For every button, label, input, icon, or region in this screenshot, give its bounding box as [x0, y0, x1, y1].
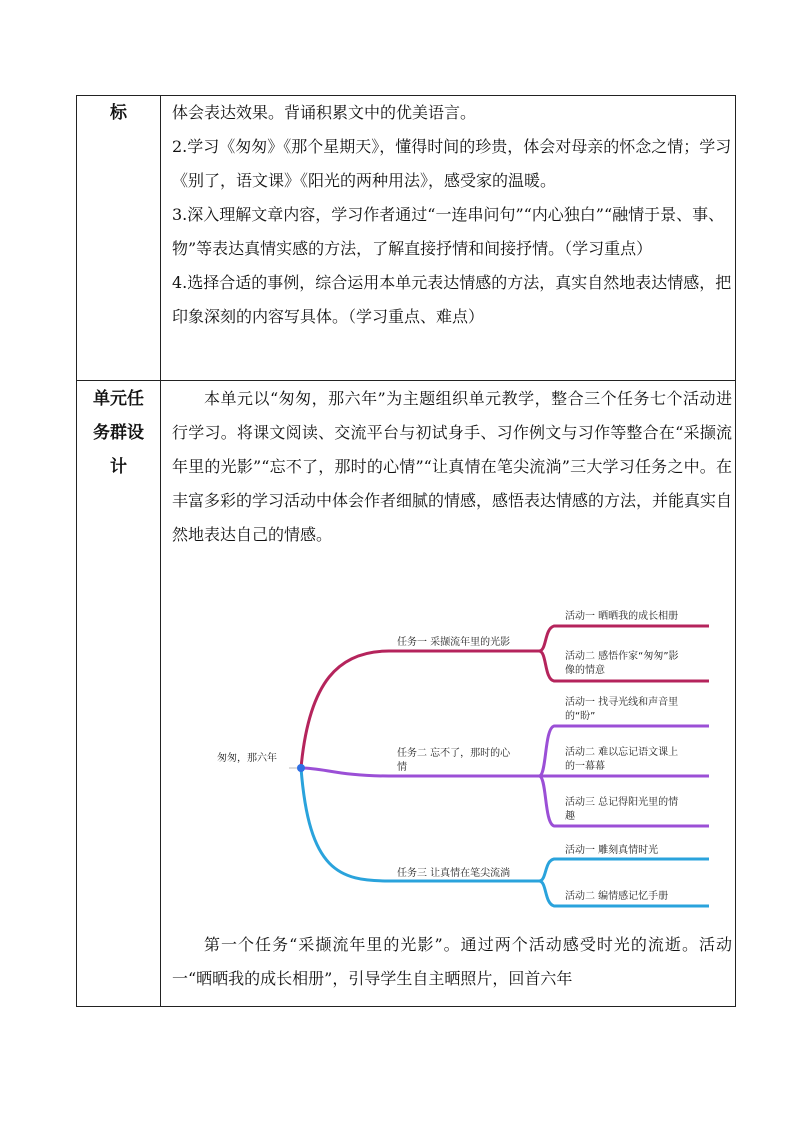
- unit-mindmap: [189, 601, 709, 926]
- task3-activity2: 活动二 编情感记忆手册: [565, 891, 669, 902]
- row-label-text: 单元任 务群设 计: [93, 389, 144, 477]
- task1-activity2-line2: 像的情意: [565, 665, 605, 676]
- task2-branch: [301, 768, 539, 776]
- task2-label-line2: 情: [397, 762, 407, 773]
- task3-activity1: 活动一 雕刻真情时光: [565, 845, 659, 856]
- task3-activity1-branch: [539, 859, 709, 881]
- lesson-plan-table: [76, 95, 736, 1007]
- row-divider: [77, 380, 735, 381]
- task3-branch: [301, 768, 539, 881]
- task1-label: 任务一 采撷流年里的光影: [397, 637, 511, 648]
- root-dot: [297, 764, 305, 772]
- task1-activity1: 活动一 晒晒我的成长相册: [565, 611, 679, 622]
- task2-activity3-line2: 趣: [565, 811, 575, 822]
- row-label-objectives: 标: [110, 103, 127, 123]
- task2-label-line1: 任务二 忘不了，那时的心: [397, 748, 511, 759]
- task2-activity2-line2: 的一幕幕: [565, 761, 605, 772]
- task1-activity1-branch: [539, 626, 709, 651]
- objectives-text: 体会表达效果。背诵积累文中的优美语言。 2.学习《匆匆》《那个星期天》，懂得时间的珍贵，体会对母亲的怀念之情；学习《别了，语文课》《阳光的两种用法》，感受家的温暖。 3.深入理解文章内容，学习作者通过“一连串问句”“内心独白”“融情于景、事、物”等表达真情实感的方法，了解直接抒情和间接抒情。（学习重点） 4.选择合适的事例，综合运用本单元表达情感的方法，真实自然地表达情感，把印象深刻的内容写具体。（学习重点、难点）: [172, 103, 732, 326]
- task2-activity3-line1: 活动三 总记得阳光里的情: [565, 797, 679, 808]
- task-design-intro: 本单元以“匆匆，那六年”为主题组织单元教学，整合三个任务七个活动进行学习。将课文阅读、交流平台与初试身手、习作例文与习作等整合在“采撷流年里的光影”“忘不了，那时的心情”“让真情在笔尖流淌”三大学习任务之中。在丰富多彩的学习活动中体会作者细腻的情感，感悟表达情感的方法，并能真实自然地表达自己的情感。: [172, 389, 733, 544]
- task2-activity2-line1: 活动二 难以忘记语文课上: [565, 747, 679, 758]
- mindmap-root: 匆匆，那六年: [217, 753, 277, 764]
- task-design-continued: 第一个任务“采撷流年里的光影”。通过两个活动感受时光的流逝。活动一“晒晒我的成长相册”，引导学生自主晒照片，回首六年: [172, 935, 732, 988]
- row-label-task-design: [77, 382, 160, 484]
- task2-activity1-line1: 活动一 找寻光线和声音里: [565, 697, 679, 708]
- column-divider: [160, 96, 161, 1006]
- task3-label: 任务三 让真情在笔尖流淌: [397, 868, 511, 879]
- task2-activity1-line2: 的“盼”: [565, 711, 596, 722]
- task1-activity2-line1: 活动二 感悟作家“匆匆”影: [565, 651, 679, 662]
